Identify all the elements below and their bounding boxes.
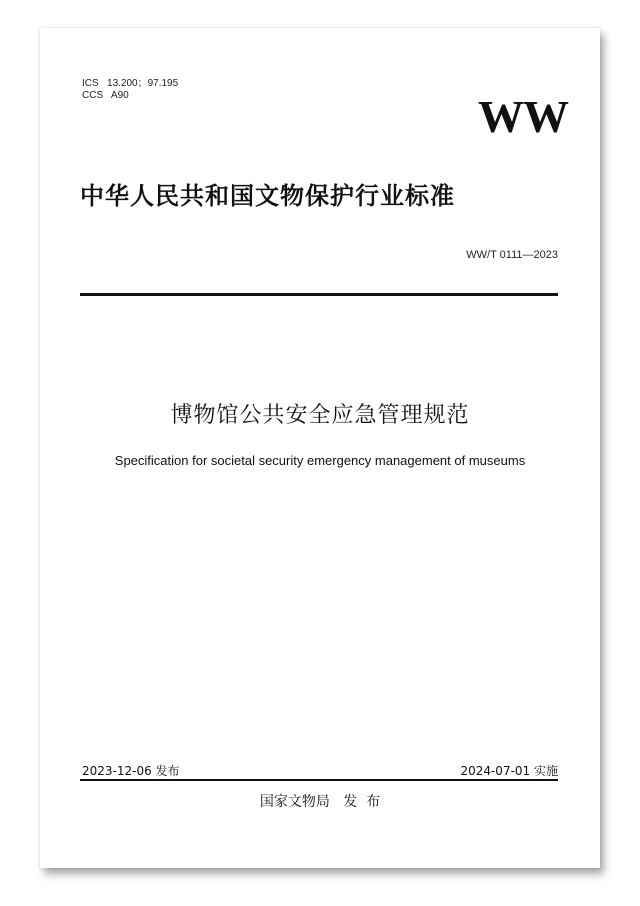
document-title-english: Specification for societal security emergency management of museums	[114, 453, 526, 468]
ics-code: ICS 13.200；97.195	[82, 78, 179, 89]
implement-date: 2024-07-01 实施	[460, 764, 558, 778]
standard-number: WW/T 0111—2023	[466, 249, 558, 261]
document-title-chinese: 博物馆公共安全应急管理规范	[170, 403, 470, 428]
publish-date: 2023-12-06 发布	[82, 764, 180, 778]
document-page	[40, 28, 600, 868]
ww-logo: WW	[478, 91, 568, 142]
standard-category-title: 中华人民共和国文物保护行业标准	[80, 182, 455, 210]
issuing-authority: 国家文物局 发 布	[259, 794, 381, 810]
bottom-divider	[80, 779, 558, 781]
ccs-code: CCS A90	[82, 90, 129, 101]
top-divider	[80, 293, 558, 296]
